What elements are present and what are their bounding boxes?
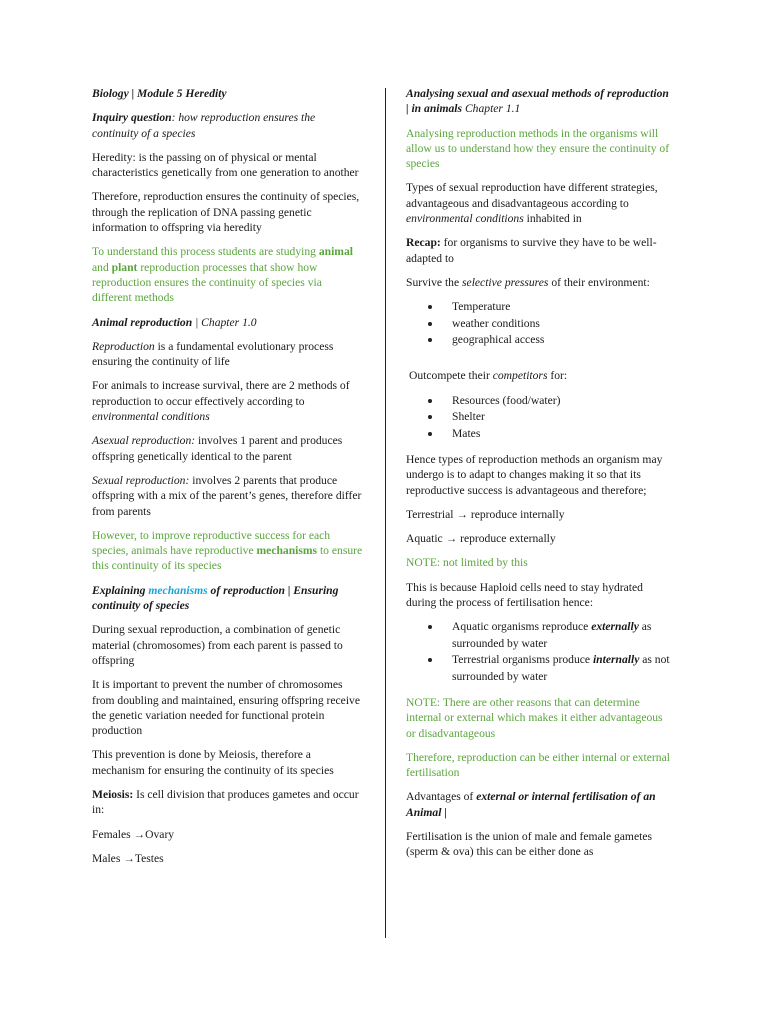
asexual-paragraph [92,433,364,464]
resources-list [406,393,674,442]
pressures-list [406,299,674,348]
green-animal: animal [318,245,353,259]
list-item: Temperature [406,299,674,315]
explaining-end: of reproduction | Ensuring continuity of species [92,583,339,613]
list-item: Resources (food/water) [406,393,674,409]
green-therefore: Therefore, reproduction can be either internal or external fertilisation [406,750,670,780]
survive-start: Survive the [406,275,463,289]
reproduction-rest: is a fundamental evolutionary process ensuring the continuity of life [92,339,334,369]
reproduction-paragraph [92,339,364,370]
survive-selective: selective pressures [462,275,549,289]
advantages-bold: external or internal fertilisation of an Animal | [406,790,656,819]
females-line: Females →Ovary [92,827,175,841]
aquatic-item-start: Aquatic organisms reproduce [452,620,592,634]
explaining-mechanisms: mechanisms [148,583,208,597]
types-paragraph [406,180,674,226]
therefore-paragraph: Therefore, reproduction ensures the continuity of species, through the replication of DNA passing genetic information to offspring via heredity [92,190,360,235]
explaining-heading [92,583,364,614]
increase-start: For animals to increase survival, there are 2 methods of reproduction to occur effectively according to [92,379,350,408]
green-analysing: Analysing reproduction methods in the organisms will allow us to understand how they ensure the continuity of species [406,126,670,171]
right-heading-text: Analysing sexual and asexual methods of reproduction | in animals [406,87,669,116]
types-mid: have different strategies, advantageous and disadvantageous according to [406,181,658,210]
aquatic-line: Aquatic → reproduce externally [406,532,556,546]
increase-env: environmental conditions [92,410,210,424]
outcompete-competitors: competitors [492,369,548,383]
however-start: However, to improve reproductive success for each species, animals have reproductive [92,528,331,558]
left-column [92,86,364,875]
meiosis-paragraph [92,787,364,818]
green-intro-start: To understand this process students are studying [92,245,319,259]
terrestrial-item-end: as not surrounded by water [452,653,670,683]
animal-reproduction-heading [92,315,364,330]
list-item [406,652,674,685]
recap-paragraph [406,235,674,266]
meiosis-text: Is cell division that produces gametes and occur in: [92,787,359,817]
outcompete-start: Outcompete their [409,369,493,383]
right-column [406,86,674,869]
list-item [406,619,674,652]
sexual-paragraph [92,473,364,519]
list-item: Shelter [406,409,674,425]
list-item: weather conditions [406,316,674,332]
outcompete-paragraph [406,368,674,383]
sexual-label: Sexual reproduction: [92,473,190,487]
habitat-list [406,619,674,685]
green-plant: plant [111,260,138,274]
list-item: Mates [406,426,674,442]
terrestrial-line: Terrestrial → reproduce internally [406,507,565,521]
outcompete-end: for: [547,369,568,383]
however-paragraph [92,528,364,574]
survive-end: of their environment: [548,275,650,289]
prevention-paragraph: This prevention is done by Meiosis, therefore a mechanism for ensuring the continuity of its species [92,748,334,777]
inquiry-label: Inquiry question [92,111,172,125]
types-start: Types of sexual reproduction [406,181,541,195]
during-paragraph: During sexual reproduction, a combination of genetic material (chromosomes) from each parent is passed to offspring [92,623,343,667]
note-two: NOTE: There are other reasons that can determine internal or external which makes it either advantageous or disadvantageous [406,696,663,740]
heredity-definition: Heredity: is the passing on of physical or mental characteristics genetically from one generation to another [92,150,359,180]
recap-label: Recap: [406,236,441,250]
green-intro [92,244,364,305]
animal-heading-text: Animal reproduction [92,315,193,329]
males-line: Males →Testes [92,851,164,865]
sexual-text: involves 2 parents that produce offspring with a mix of the parent’s genes, therefore differ from parents [92,473,362,518]
important-paragraph: It is important to prevent the number of chromosomes from doubling and maintained, ensuring offspring receive the genetic variation needed for functional protein production [92,678,360,738]
right-heading-chapter: Chapter 1.1 [462,102,521,116]
document-title: Biology | Module 5 Heredity [92,87,227,100]
types-env: environmental conditions [406,212,524,226]
asexual-text: involves 1 parent and produces offspring genetically identical to the parent [92,434,343,463]
hence-paragraph: Hence types of reproduction methods an organism may undergo is to adapt to changes making it so that its reproductive success is advantageous and therefore; [406,453,663,497]
terrestrial-internally: internally [592,653,640,667]
fertilisation-paragraph: Fertilisation is the union of male and female gametes (sperm & ova) this can be either done as [406,830,652,859]
types-end: inhabited in [523,212,582,226]
aquatic-item-end: as surrounded by water [452,620,652,650]
increase-survival-paragraph [92,378,364,424]
right-heading [406,86,674,117]
inquiry-question [92,110,364,141]
list-item: geographical access [406,332,674,348]
however-end: to ensure this continuity of its species [92,544,363,573]
green-intro-end: reproduction processes that show how reproduction ensures the continuity of species via different methods [92,260,322,305]
aquatic-externally: externally [591,620,639,634]
explaining-start: Explaining [92,583,149,597]
meiosis-label: Meiosis: [92,787,134,801]
recap-text: for organisms to survive they have to be well-adapted to [406,236,657,265]
green-and: and [92,260,112,274]
reproduction-word: Reproduction [92,339,155,353]
asexual-label: Asexual reproduction: [92,434,196,448]
note-one: NOTE: not limited by this [406,556,528,570]
because-paragraph: This is because Haploid cells need to stay hydrated during the process of fertilisation hence: [406,580,643,610]
inquiry-text: : how reproduction ensures the continuity of a species [92,111,316,140]
however-mechanisms: mechanisms [256,544,318,558]
column-divider [385,88,386,938]
terrestrial-item-start: Terrestrial organisms produce [452,653,593,667]
survive-paragraph [406,275,674,290]
animal-chapter: | Chapter 1.0 [192,315,257,329]
advantages-heading [406,789,674,820]
advantages-start: Advantages of [406,790,477,804]
